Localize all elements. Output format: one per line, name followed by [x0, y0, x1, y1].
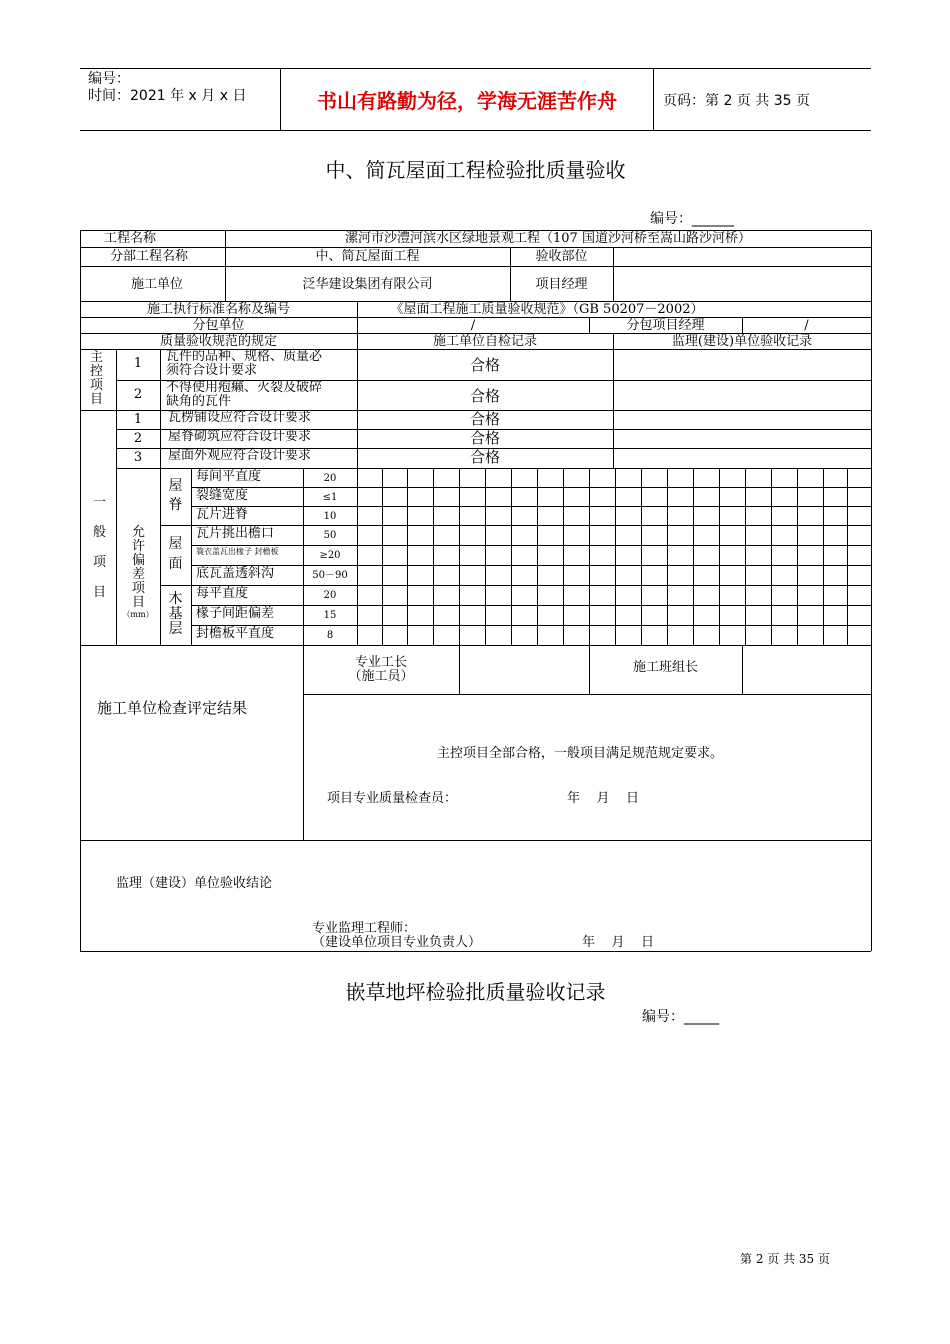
subgroup-char: 基: [168, 606, 183, 622]
subgroup-char: 木: [168, 591, 183, 607]
grid-line: [693, 468, 694, 645]
grid-line: [613, 247, 614, 301]
time-label: 时间：2021 年 x 月 x 日: [88, 88, 247, 104]
grid-line: [191, 625, 871, 626]
conclusion-text: 主控项目全部合格，一般项目满足规范规定要求。: [437, 746, 724, 761]
grid-line: [459, 468, 460, 645]
grid-line: [667, 468, 668, 645]
grid-line: [459, 645, 460, 694]
deviation-char: 允: [132, 525, 146, 540]
inspector-label: 项目专业质量检查员：: [327, 791, 458, 806]
subgroup-char: 面: [168, 556, 183, 572]
doc-no-label: 编号：: [88, 71, 130, 87]
grid-line: [160, 585, 191, 586]
grid-line: [160, 349, 161, 468]
main-item-text: 瓦件的品种、规格、质量必: [166, 349, 323, 364]
grid-line: [191, 605, 871, 606]
subgroup-char: 层: [168, 621, 183, 637]
grid-line: [191, 525, 871, 526]
page-footer: 第 2 页 共 35 页: [740, 1252, 830, 1266]
grid-line: [745, 468, 746, 645]
general-item-no: 3: [133, 450, 143, 465]
supervisor-sub: （建设单位项目专业负责人）: [312, 935, 482, 950]
form-number: 编号：______: [650, 211, 734, 227]
grid-line: [80, 645, 871, 646]
general-group-char: 一: [93, 495, 107, 510]
general-item-text: 瓦楞铺设应符合设计要求: [168, 410, 312, 425]
deviation-char: 许: [132, 539, 146, 554]
deviation-value: 8: [326, 630, 334, 641]
page-info: 页码：第 2 页 共 35 页: [663, 92, 810, 109]
main-item-text: 缺角的瓦件: [166, 394, 232, 409]
grid-line: [191, 565, 871, 566]
grid-line: [641, 468, 642, 645]
grid-line: [160, 525, 191, 526]
grid-line: [80, 247, 871, 248]
supervision-label: 监理(建设)单位验收记录: [671, 334, 813, 349]
grid-line: [191, 506, 871, 507]
subgroup-char: 屋: [168, 536, 183, 552]
general-item-no: 1: [133, 412, 143, 427]
grid-line: [742, 645, 743, 694]
deviation-value: ≤1: [322, 492, 338, 503]
sub-project: 中、简瓦屋面工程: [315, 249, 420, 264]
deviation-char: 项: [132, 581, 146, 596]
contractor: 泛华建设集团有限公司: [302, 277, 433, 292]
foreman-label: 专业工长: [354, 655, 407, 670]
main-item-result: 合格: [469, 387, 500, 405]
main-item-text: 须符合设计要求: [166, 363, 258, 378]
subgroup-char: 脊: [168, 497, 183, 513]
project-name-label: 工程名称: [104, 231, 157, 246]
deviation-item-name: 裂缝宽度: [196, 488, 249, 503]
subcontractor-label: 分包单位: [192, 318, 245, 333]
grid-line: [191, 545, 871, 546]
main-item-result: 合格: [469, 356, 500, 374]
main-group-char: 主: [90, 350, 104, 365]
grid-line: [485, 468, 486, 645]
grid-line: [511, 468, 512, 645]
general-group-char: 项: [93, 555, 107, 570]
form2-title: 嵌草地坪检验批质量验收记录: [345, 980, 606, 1004]
general-item-result: 合格: [469, 410, 500, 428]
foreman-sub: （施工员）: [348, 669, 414, 684]
grid-line: [191, 487, 871, 488]
deviation-value: 10: [323, 511, 337, 522]
supervisor-label: 专业监理工程师：: [312, 921, 417, 936]
grid-line: [407, 468, 408, 645]
deviation-item-name: 瓦片挑出檐口: [196, 526, 275, 541]
main-item-no: 2: [133, 387, 143, 402]
deviation-value: 20: [323, 473, 337, 484]
deviation-item-name: 底瓦盖透斜沟: [196, 566, 275, 581]
date-label: 年 月 日: [582, 935, 655, 950]
grid-line: [357, 468, 358, 645]
main-group-char: 目: [90, 392, 104, 407]
form2-number: 编号：_____: [642, 1009, 719, 1025]
form-title: 中、简瓦屋面工程检验批质量验收: [325, 158, 626, 182]
sub-pm-label: 分包项目经理: [626, 318, 705, 333]
grid-line: [771, 468, 772, 645]
standard-label: 施工执行标准名称及编号: [146, 302, 290, 317]
general-item-text: 屋面外观应符合设计要求: [168, 448, 312, 463]
subcontractor: /: [470, 318, 476, 333]
supervision-conclusion-label: 监理（建设）单位验收结论: [116, 876, 273, 891]
grid-line: [615, 468, 616, 645]
grid-line: [797, 468, 798, 645]
motto: 书山有路勤为径，学海无涯苦作舟: [281, 69, 654, 130]
subgroup-char: 屋: [168, 478, 183, 494]
grid-line: [80, 840, 871, 841]
date-label: 年 月 日: [567, 791, 640, 806]
main-group-char: 项: [90, 378, 104, 393]
grid-line: [823, 468, 824, 645]
general-item-result: 合格: [469, 448, 500, 466]
acceptance-part-label: 验收部位: [535, 249, 588, 264]
deviation-item-name: 每平直度: [196, 586, 249, 601]
deviation-char: 目: [132, 595, 146, 610]
main-item-text: 不得使用疱癞、火裂及破碎: [166, 380, 323, 395]
grid-line: [613, 349, 614, 468]
grid-line: [563, 468, 564, 645]
general-item-text: 屋脊砌筑应符合设计要求: [168, 429, 312, 444]
sub-project-label: 分部工程名称: [110, 249, 189, 264]
general-item-result: 合格: [469, 429, 500, 447]
deviation-unit: （mm）: [122, 610, 154, 619]
sub-pm: /: [804, 318, 809, 333]
contractor-result-label: 施工单位检查评定结果: [97, 699, 248, 717]
general-group-char: 般: [93, 525, 107, 540]
main-item-no: 1: [133, 356, 143, 371]
team-leader-label: 施工班组长: [632, 660, 698, 675]
contractor-label: 施工单位: [131, 277, 184, 292]
deviation-value: ≥20: [319, 550, 341, 561]
deviation-item-name: 瓦片进脊: [196, 507, 249, 522]
grid-line: [433, 468, 434, 645]
grid-line: [191, 468, 192, 645]
grid-line: [80, 266, 871, 267]
grid-line: [719, 468, 720, 645]
deviation-value: 50－90: [312, 570, 348, 581]
deviation-char: 差: [132, 567, 146, 582]
deviation-char: 偏: [132, 553, 146, 568]
grid-line: [847, 468, 848, 645]
grid-line: [871, 468, 872, 645]
deviation-item-name: 椽子间距偏差: [196, 606, 275, 621]
grid-line: [80, 951, 871, 952]
grid-line: [537, 468, 538, 645]
main-group-char: 控: [90, 364, 104, 379]
pm-label: 项目经理: [535, 277, 588, 292]
self-check-label: 施工单位自检记录: [432, 334, 537, 349]
grid-line: [382, 468, 383, 645]
spec-label: 质量验收规范的规定: [159, 334, 277, 349]
grid-line: [191, 585, 871, 586]
grid-line: [80, 410, 116, 411]
deviation-item-name: 封檐板平直度: [196, 626, 275, 641]
general-item-no: 2: [133, 431, 143, 446]
deviation-value: 50: [323, 530, 337, 541]
deviation-item-name: 簑衣盖瓦出椽子 封檐板: [196, 547, 279, 556]
grid-line: [589, 468, 590, 645]
standard: 《屋面工程施工质量验收规范》（GB 50207－2002）: [390, 302, 704, 317]
deviation-item-name: 每间平直度: [196, 469, 262, 484]
deviation-value: 20: [323, 590, 337, 601]
general-group-char: 目: [93, 585, 107, 600]
deviation-value: 15: [323, 610, 337, 621]
grid-line: [303, 694, 871, 695]
project-name: 漯河市沙澧河滨水区绿地景观工程（107 国道沙河桥至嵩山路沙河桥）: [345, 231, 751, 246]
